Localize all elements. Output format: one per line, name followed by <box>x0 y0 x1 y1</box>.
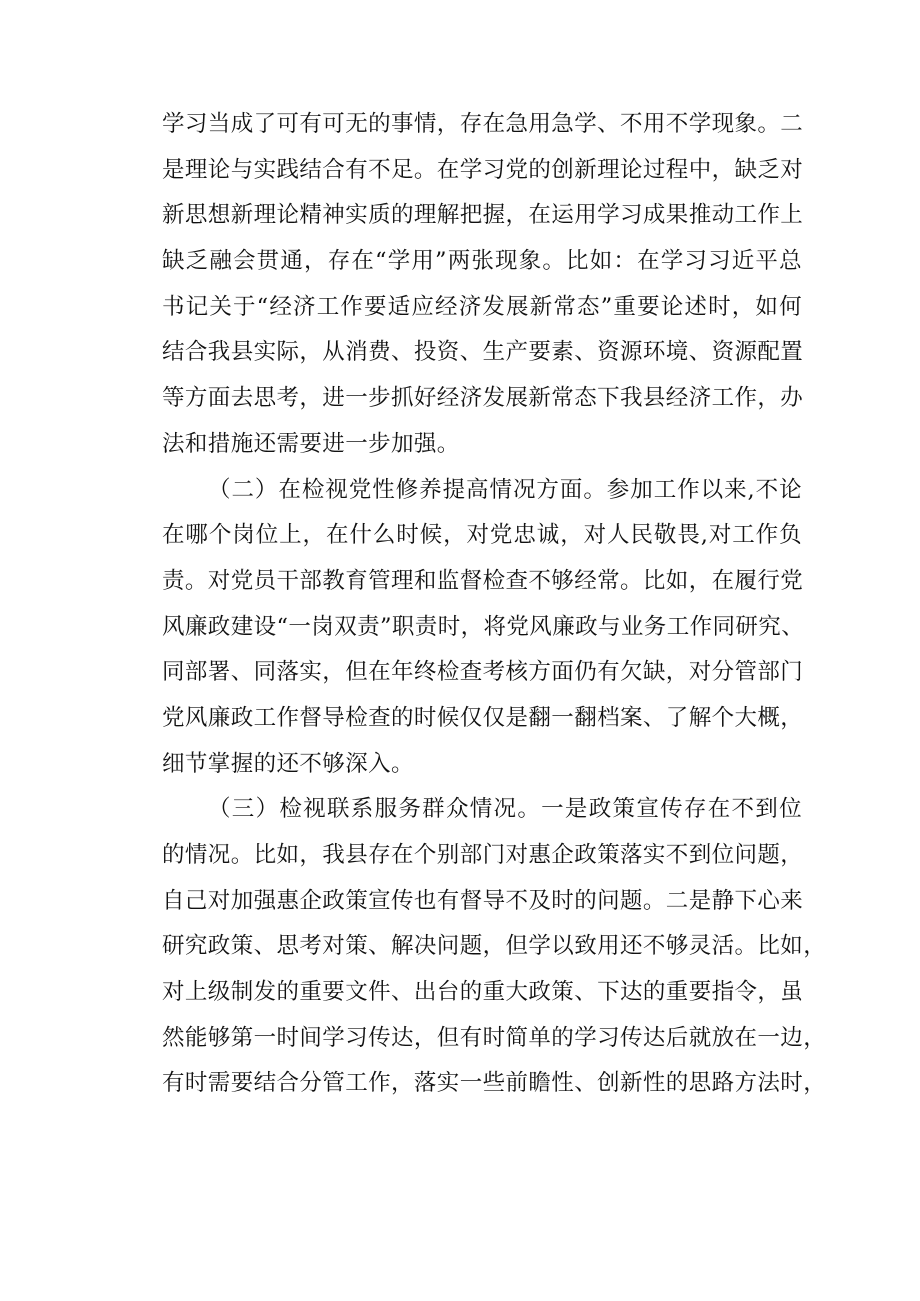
text-line: 等方面去思考，进一步抓好经济发展新常态下我县经济工作，办 <box>162 385 804 412</box>
text-line: 责。对党员干部教育管理和监督检查不够经常。比如，在履行党 <box>162 567 804 594</box>
text-line: 在哪个岗位上，在什么时候，对党忠诚，对人民敬畏,对工作负 <box>162 522 802 549</box>
text-line: 风廉政建设“一岗双责”职责时，将党风廉政与业务工作同研究、 <box>162 613 805 640</box>
text-line: 的情况。比如，我县存在个别部门对惠企政策落实不到位问题， <box>162 842 804 868</box>
text-line: 党风廉政工作督导检查的时候仅仅是翻一翻档案、了解个大概， <box>162 704 804 731</box>
text-line: 新思想新理论精神实质的理解把握，在运用学习成果推动工作上 <box>162 202 804 229</box>
paragraph-2 <box>162 468 805 788</box>
text-line: 同部署、同落实，但在年终检查考核方面仍有欠缺，对分管部门 <box>162 659 804 686</box>
document-body <box>162 102 827 1107</box>
text-line: 法和措施还需要进一步加强。 <box>162 430 460 457</box>
paragraph-3 <box>162 787 827 1107</box>
paragraph-1 <box>162 102 802 468</box>
text-line: 缺乏融会贯通，存在“学用”两张现象。比如：在学习习近平总 <box>162 248 802 275</box>
text-line: 细节掌握的还不够深入。 <box>162 750 414 777</box>
text-line: 是理论与实践结合有不足。在学习党的创新理论过程中，缺乏对 <box>162 156 804 183</box>
text-line: 书记关于“经济工作要适应经济发展新常态”重要论述时，如何 <box>162 293 802 320</box>
text-line: （二）在检视党性修养提高情况方面。参加工作以来,不论 <box>208 476 802 503</box>
text-line: 结合我县实际，从消费、投资、生产要素、资源环境、资源配置 <box>162 339 804 366</box>
text-line: 有时需要结合分管工作，落实一些前瞻性、创新性的思路方法时， <box>162 1070 827 1097</box>
text-line: 研究政策、思考对策、解决问题，但学以致用还不够灵活。比如， <box>162 933 827 960</box>
text-line: 自己对加强惠企政策宣传也有督导不及时的问题。二是静下心来 <box>162 887 804 914</box>
text-line: 对上级制发的重要文件、出台的重大政策、下达的重要指令，虽 <box>162 979 804 1006</box>
text-line: （三）检视联系服务群众情况。一是政策宣传存在不到位 <box>208 796 802 823</box>
text-line: 然能够第一时间学习传达，但有时简单的学习传达后就放在一边， <box>162 1024 827 1051</box>
text-line: 学习当成了可有可无的事情，存在急用急学、不用不学现象。二 <box>162 111 804 137</box>
